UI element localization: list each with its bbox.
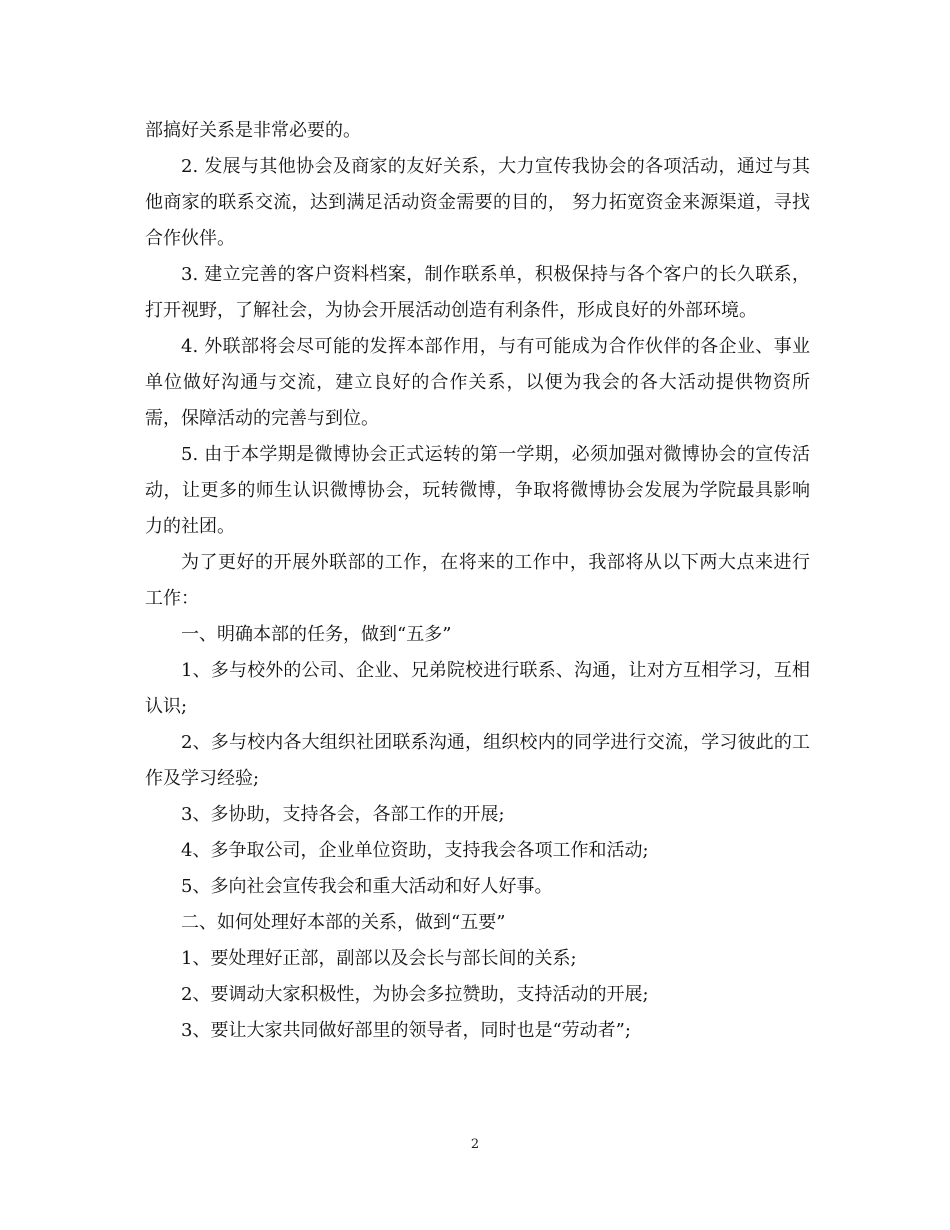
paragraph-item-2: 2. 发展与其他协会及商家的友好关系，大力宣传我协会的各项活动，通过与其他商家的联系交流，达到满足活动资金需要的目的， 努力拓宽资金来源渠道，寻找合作伙伴。 [145,156,810,249]
list-item-yao-2: 2、要调动大家积极性，为协会多拉赞助，支持活动的开展; [181,984,649,1005]
document-body [145,113,810,1049]
list-item-duo-1: 1、多与校外的公司、企业、兄弟院校进行联系、沟通，让对方互相学习，互相认识; [145,660,810,717]
section-heading-wuduo: 一、明确本部的任务，做到“五多” [181,624,452,645]
list-item-duo-3: 3、多协助，支持各会，各部工作的开展; [181,804,505,825]
paragraph-intro: 为了更好的开展外联部的工作，在将来的工作中，我部将从以下两大点来进行工作： [145,552,810,609]
paragraph-item-4: 4. 外联部将会尽可能的发挥本部作用，与有可能成为合作伙伴的各企业、事业单位做好沟通与交流，建立良好的合作关系，以便为我会的各大活动提供物资所需，保障活动的完善与到位。 [145,336,810,429]
paragraph-item-5: 5. 由于本学期是微博协会正式运转的第一学期，必须加强对微博协会的宣传活动，让更多的师生认识微博协会，玩转微博，争取将微博协会发展为学院最具影响力的社团。 [145,444,810,537]
section-heading-wuyao: 二、如何处理好本部的关系，做到“五要” [181,912,506,933]
paragraph-item-3: 3. 建立完善的客户资料档案，制作联系单，积极保持与各个客户的长久联系，打开视野，了解社会，为协会开展活动创造有利条件，形成良好的外部环境。 [145,264,810,321]
page-number: 2 [470,1137,480,1152]
list-item-duo-4: 4、多争取公司，企业单位资助，支持我会各项工作和活动; [181,840,649,861]
list-item-yao-1: 1、要处理好正部，副部以及会长与部长间的关系; [181,948,577,969]
list-item-duo-5: 5、多向社会宣传我会和重大活动和好人好事。 [181,876,553,897]
list-item-duo-2: 2、多与校内各大组织社团联系沟通，组织校内的同学进行交流，学习彼此的工作及学习经验; [145,732,810,789]
list-item-yao-3: 3、要让大家共同做好部里的领导者，同时也是“劳动者”; [181,1020,631,1041]
paragraph-continuation: 部搞好关系是非常必要的。 [145,120,361,141]
